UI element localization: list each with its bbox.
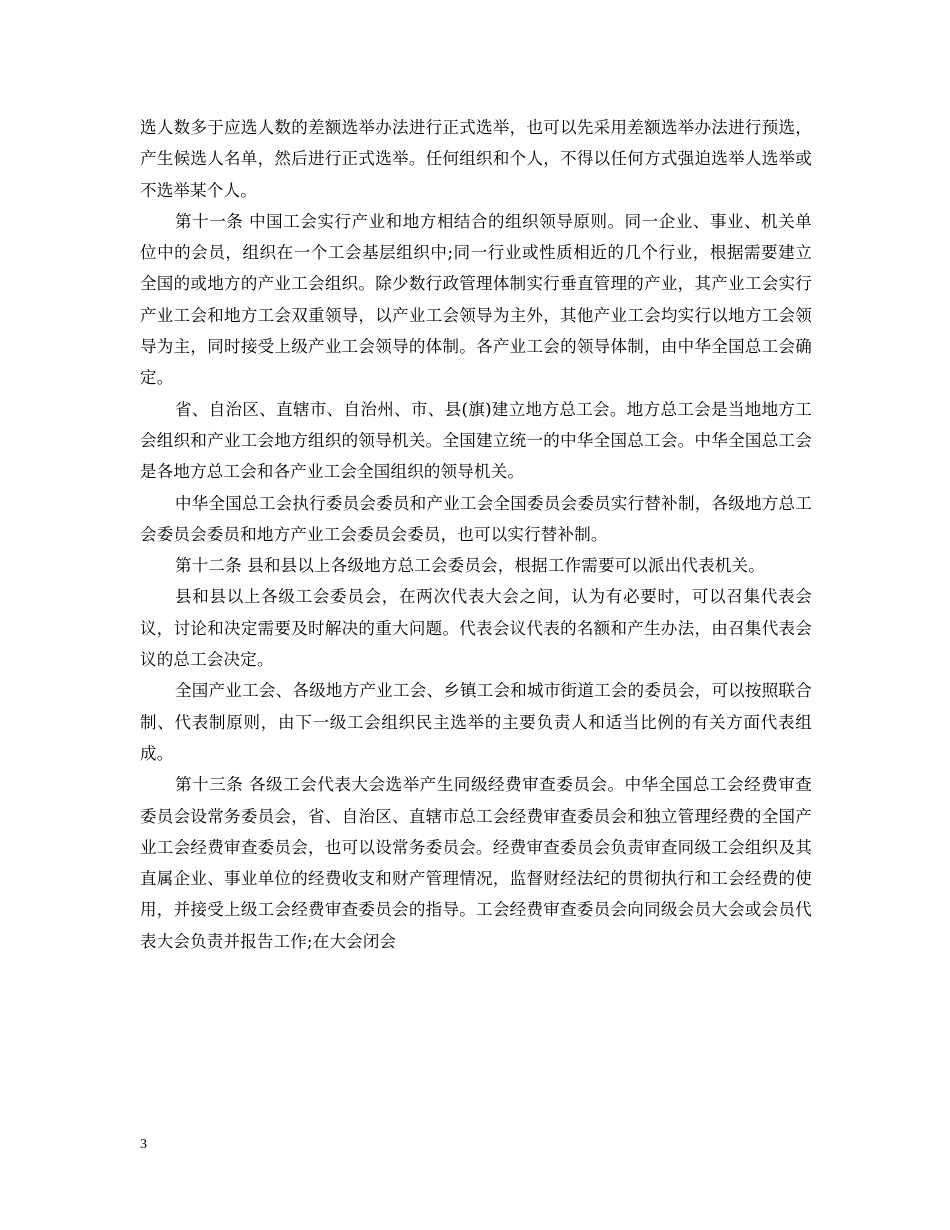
paragraph-7: 全国产业工会、各级地方产业工会、乡镇工会和城市街道工会的委员会，可以按照联合制、代表制原则，由下一级工会组织民主选举的主要负责人和适当比例的有关方面代表组成。: [140, 681, 812, 763]
page-number: 3: [140, 1137, 147, 1152]
paragraph-6: 县和县以上各级工会委员会，在两次代表大会之间，认为有必要时，可以召集代表会议，讨论和决定需要及时解决的重大问题。代表会议代表的名额和产生办法，由召集代表会议的总工会决定。: [140, 587, 812, 670]
paragraph-8: 第十三条 各级工会代表大会选举产生同级经费审查委员会。中华全国总工会经费审查委员会设常务委员会，省、自治区、直辖市总工会经费审查委员会和独立管理经费的全国产业工会经费审查委员会，也可以设常务委员会。经费审查委员会负责审查同级工会组织及其直属企业、事业单位的经费收支和财产管理情况，监督财经法纪的贯彻执行和工会经费的使用，并接受上级工会经费审查委员会的指导。工会经费审查委员会向同级会员大会或会员代表大会负责并报告工作;在大会闭会: [140, 775, 812, 951]
paragraph-3: 省、自治区、直辖市、自治州、市、县(旗)建立地方总工会。地方总工会是当地地方工会组织和产业工会地方组织的领导机关。全国建立统一的中华全国总工会。中华全国总工会是各地方总工会和各产业工会全国组织的领导机关。: [140, 399, 812, 482]
paragraph-2: 第十一条 中国工会实行产业和地方相结合的组织领导原则。同一企业、事业、机关单位中的会员，组织在一个工会基层组织中;同一行业或性质相近的几个行业，根据需要建立全国的或地方的产业工会组织。除少数行政管理体制实行垂直管理的产业，其产业工会实行产业工会和地方工会双重领导，以产业工会领导为主外，其他产业工会均实行以地方工会领导为主，同时接受上级产业工会领导的体制。各产业工会的领导体制，由中华全国总工会确定。: [140, 211, 812, 388]
paragraph-4: 中华全国总工会执行委员会委员和产业工会全国委员会委员实行替补制，各级地方总工会委员会委员和地方产业工会委员会委员，也可以实行替补制。: [140, 493, 812, 544]
document-body: [140, 112, 812, 957]
paragraph-1: 选人数多于应选人数的差额选举办法进行正式选举，也可以先采用差额选举办法进行预选，产生候选人名单，然后进行正式选举。任何组织和个人，不得以任何方式强迫选举人选举或不选举某个人。: [140, 118, 812, 200]
paragraph-5: 第十二条 县和县以上各级地方总工会委员会，根据工作需要可以派出代表机关。: [175, 556, 765, 576]
